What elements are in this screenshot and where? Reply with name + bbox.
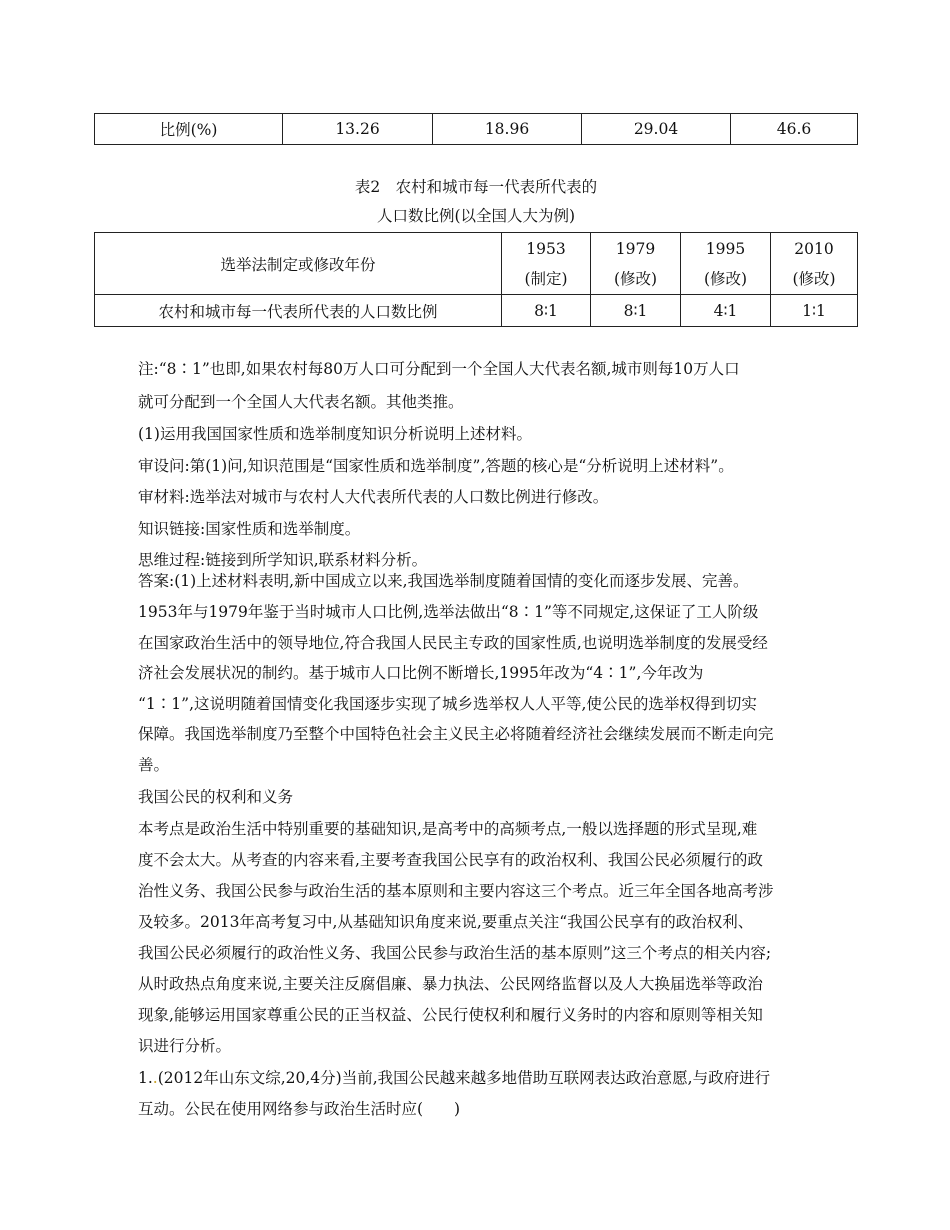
question-line: 互动。公民在使用网络参与政治生活时应( ) [138,1100,461,1118]
note-line: 就可分配到一个全国人大代表名额。其他类推。 [138,393,464,411]
body-line: 本考点是政治生活中特别重要的基础知识,是高考中的高频考点,一般以选择题的形式呈现,难 [138,820,758,838]
question-mark-dot: . [152,1069,158,1087]
table-row [95,295,858,327]
ratio-table [94,113,858,145]
table-caption: 表2 农村和城市每一代表所代表的 [354,178,598,196]
answer-line: 1953年与1979年鉴于当时城市人口比例,选举法做出“8∶1”等不同规定,这保证了工人阶级 [138,603,759,621]
answer-line: 在国家政治生活中的领导地位,符合我国人民民主专政的国家性质,也说明选举制度的发展受经 [138,634,768,652]
section-title: 我国公民的权利和义务 [138,788,294,806]
body-line: 度不会太大。从考查的内容来看,主要考查我国公民享有的政治权利、我国公民必须履行的政 [138,851,763,869]
table-caption-subtitle: 人口数比例(以全国人大为例) [376,207,576,225]
table-cell: 4∶1 [681,295,771,327]
body-line: 治性义务、我国公民参与政治生活的基本原则和主要内容这三个考点。近三年全国各地高考涉 [138,882,774,900]
year-cell [771,233,858,295]
body-line: 识进行分析。 [138,1037,232,1055]
row-label: 农村和城市每一代表所代表的人口数比例 [95,295,502,327]
table-row [95,114,858,145]
analysis-question: 审设问:第(1)问,知识范围是“国家性质和选举制度”,答题的核心是“分析说明上述材料”。 [138,457,734,475]
table-cell: 8∶1 [502,295,591,327]
year-cell [502,233,591,295]
question-text: (1)运用我国国家性质和选举制度知识分析说明上述材料。 [138,425,532,443]
question-stem: (2012年山东文综,20,4分)当前,我国公民越来越多地借助互联网表达政治意愿,与政府进行 [157,1069,771,1087]
year-value: 1953 [526,239,566,258]
table-cell: 8∶1 [591,295,681,327]
knowledge-link: 知识链接:国家性质和选举制度。 [138,520,361,538]
table-cell: 13.26 [283,114,433,145]
question-number: 1. [138,1069,153,1087]
body-line: 从时政热点角度来说,主要关注反腐倡廉、暴力执法、公民网络监督以及人大换届选举等政治 [138,975,763,993]
year-note: (制定) [524,269,568,288]
representation-table [94,232,858,327]
answer-line: 济社会发展状况的制约。基于城市人口比例不断增长,1995年改为“4∶1”,今年改为 [138,664,704,682]
table-cell: 46.6 [731,114,858,145]
year-value: 1995 [705,239,746,258]
table-header-row [95,233,858,295]
table-cell: 1∶1 [771,295,858,327]
analysis-material: 审材料:选举法对城市与农村人大代表所代表的人口数比例进行修改。 [138,488,609,506]
answer-line: 答案:(1)上述材料表明,新中国成立以来,我国选举制度随着国情的变化而逐步发展、完善。 [138,572,749,590]
year-cell [591,233,681,295]
header-label: 选举法制定或修改年份 [95,233,502,295]
note-line: 注:“8∶1”也即,如果农村每80万人口可分配到一个全国人大代表名额,城市则每10万人口 [138,360,740,378]
year-note: (修改) [792,269,836,288]
year-note: (修改) [703,269,748,288]
table-cell: 18.96 [433,114,582,145]
body-line: 及较多。2013年高考复习中,从基础知识角度来说,要重点关注“我国公民享有的政治权利、 [138,913,754,931]
year-value: 2010 [794,239,834,258]
year-cell [681,233,771,295]
body-line: 我国公民必须履行的政治性义务、我国公民参与政治生活的基本原则”这三个考点的相关内容; [138,944,772,962]
table-cell: 29.04 [582,114,731,145]
answer-line: 保障。我国选举制度乃至整个中国特色社会主义民主必将随着经济社会继续发展而不断走向完 [138,725,774,743]
answer-line: “1∶1”,这说明随着国情变化我国逐步实现了城乡选举权人人平等,使公民的选举权得到切实 [138,695,757,713]
body-line: 现象,能够运用国家尊重公民的正当权益、公民行使权利和履行义务时的内容和原则等相关知 [138,1006,763,1024]
year-value: 1979 [615,239,656,258]
thinking-process: 思维过程:链接到所学知识,联系材料分析。 [138,551,428,569]
row-label: 比例(%) [95,114,283,145]
answer-line: 善。 [138,756,170,774]
year-note: (修改) [613,269,658,288]
question-line [138,1067,770,1089]
